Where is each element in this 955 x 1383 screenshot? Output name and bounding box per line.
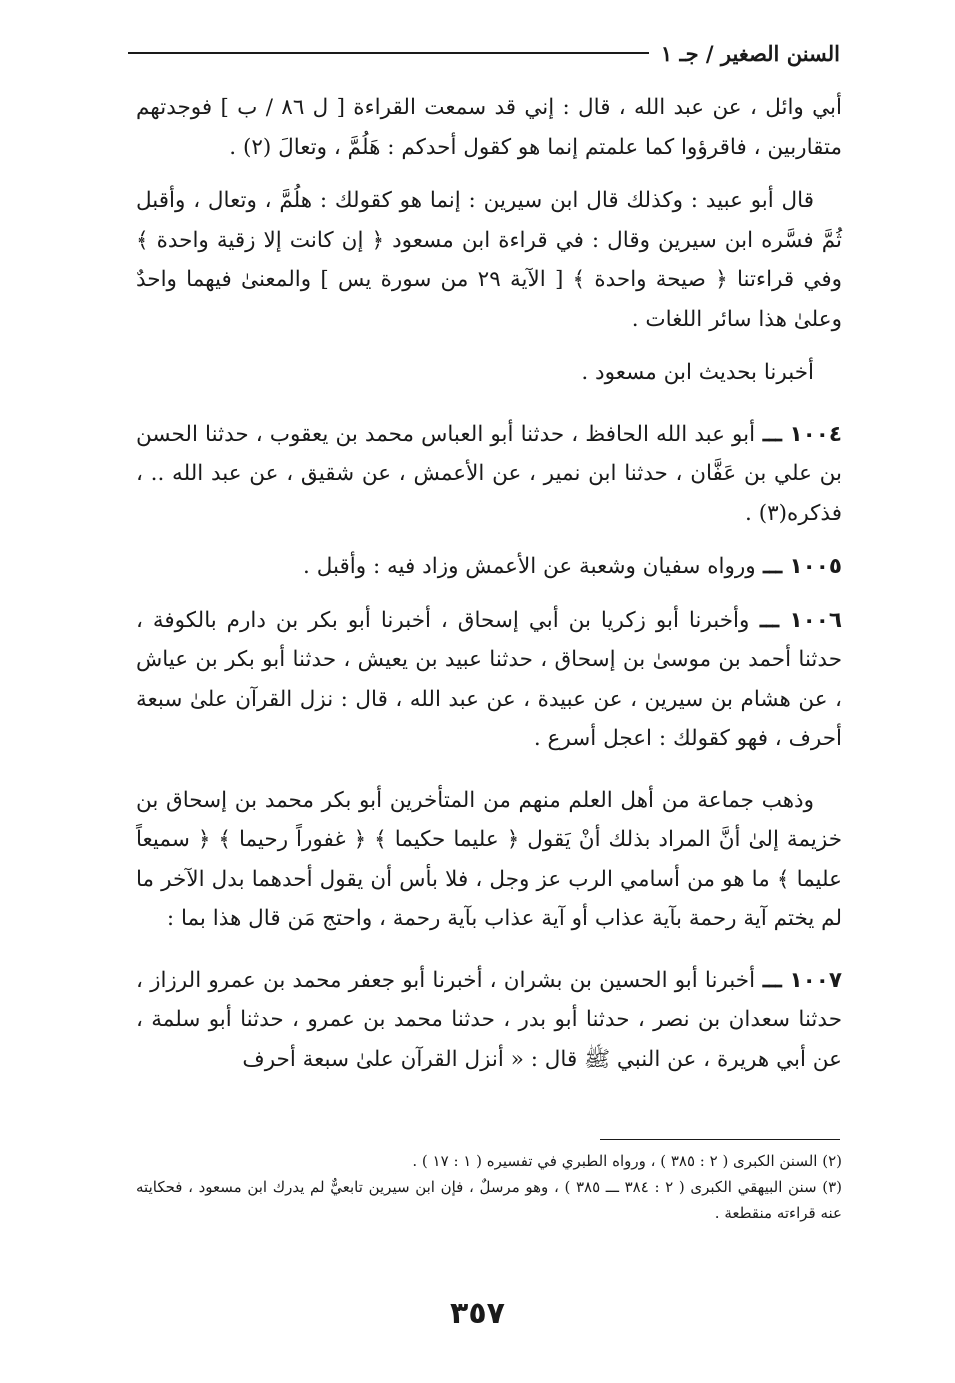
hadith-text: أخبرنا أبو الحسين بن بشران ، أخبرنا أبو جعفر محمد بن عمرو الرزاز ، حدثنا سعدان بن نصر ، حدثنا أبو بدر ، حدثنا محمد بن عمرو ، حدثنا أبو سلمة ، عن أبي هريرة ، عن النبي ﷺ قال : « أنزل القرآن علىٰ سبعة أحرف xyxy=(136,967,842,1072)
footnote-rule xyxy=(600,1139,840,1140)
running-header xyxy=(128,38,840,68)
hadith-number: ١٠٠٥ xyxy=(789,554,842,579)
hadith-1007: ١٠٠٧ ـــ أخبرنا أبو الحسين بن بشران ، أخبرنا أبو جعفر محمد بن عمرو الرزاز ، حدثنا سعدان بن نصر ، حدثنا أبو بدر ، حدثنا محمد بن عمرو ، حدثنا أبو سلمة ، عن أبي هريرة ، عن النبي ﷺ قال : « أنزل القرآن علىٰ سبعة أحرف xyxy=(136,967,843,1072)
hadith-text: أبو عبد الله الحافظ ، حدثنا أبو العباس محمد بن يعقوب ، حدثنا الحسن بن علي بن عَفَّان ، حدثنا ابن نمير ، عن الأعمش ، عن شقيق ، عن عبد الله .. ، فذكره(٣) . xyxy=(136,421,842,526)
hadith-number: ١٠٠٤ xyxy=(789,421,842,447)
paragraph-1: أبي وائل ، عن عبد الله ، قال : إني قد سمعت القراءة [ ل ٨٦ / ب ] فوجدتهم متقاربين ، فاقرؤوا كما علمتم إنما هو كقول أحدكم : هَلُمَّ ، وتعالَ (٢) . xyxy=(136,95,842,160)
paragraph-akhbarana: أخبرنا بحديث ابن مسعود . xyxy=(581,360,814,385)
paragraph-scholars: وذهب جماعة من أهل العلم منهم من المتأخرين أبو بكر محمد بن إسحاق بن خزيمة إلىٰ أنَّ المراد بذلك أنْ يَقول ﴿ عليما حكيما ﴾ ﴿ غفوراً رحيما ﴾ ﴿ سميعاً عليما ﴾ ما هو من أسامي الرب عز وجل ، فلا بأس أن يقول أحدهما بدل الآخر ما لم يختم آية رحمة بآية عذاب أو آية عذاب بآية رحمة ، واحتج مَن قال هذا بما : xyxy=(136,787,842,931)
hadith-number: ١٠٠٦ xyxy=(789,607,842,633)
hadith-number: ١٠٠٧ xyxy=(789,967,843,993)
page-number: ٣٥٧ xyxy=(450,1296,505,1331)
hadith-text: وأخبرنا أبو زكريا بن أبي إسحاق ، أخبرنا أبو بكر بن دارم بالكوفة ، حدثنا أحمد بن موسىٰ بن إسحاق ، حدثنا عبيد بن يعيش ، حدثنا أبو بكر بن عياش ، عن هشام بن سيرين ، عن عبيدة ، عن عبد الله ، قال : نزل القرآن علىٰ سبعة أحرف ، فهو كقولك : اعجل أسرع . xyxy=(136,607,842,751)
hadith-text: ورواه سفيان وشعبة عن الأعمش وزاد فيه : وأقبل . xyxy=(303,554,756,579)
header-rule xyxy=(128,52,649,54)
hadith-1006: ١٠٠٦ ـــ وأخبرنا أبو زكريا بن أبي إسحاق ، أخبرنا أبو بكر بن دارم بالكوفة ، حدثنا أحمد بن موسىٰ بن إسحاق ، حدثنا عبيد بن يعيش ، حدثنا أبو بكر بن عياش ، عن هشام بن سيرين ، عن عبيدة ، عن عبد الله ، قال : نزل القرآن علىٰ سبعة أحرف ، فهو كقولك : اعجل أسرع . xyxy=(136,607,842,751)
paragraph-abu-ubaid: قال أبو عبيد : وكذلك قال ابن سيرين : إنما هو كقولك : هلُمَّ ، وتعال ، وأقبل ثُمَّ فسَّره ابن سيرين وقال : في قراءة ابن مسعود ﴿ إن كانت إلا زقية واحدة ﴾ وفي قراءتنا ﴿ صيحة واحدة ﴾ [ الآية ٢٩ من سورة يس ] والمعنىٰ فيهما واحدٌ وعلىٰ هذا سائر اللغات . xyxy=(136,188,842,332)
running-header-title: السنن الصغير / جـ ١ xyxy=(660,40,840,66)
hadith-1005: ١٠٠٥ ـــ ورواه سفيان وشعبة عن الأعمش وزاد فيه : وأقبل . xyxy=(303,554,842,579)
footnote-3: (٣) سنن البيهقي الكبرى ( ٢ : ٣٨٤ ـــ ٣٨٥ ) ، وهو مرسلٌ ، فإن ابن سيرين تابعيٌّ لم يدرك ابن مسعود ، فحكايته عنه قراءته منقطعة . xyxy=(136,1178,842,1222)
hadith-1004: ١٠٠٤ ـــ أبو عبد الله الحافظ ، حدثنا أبو العباس محمد بن يعقوب ، حدثنا الحسن بن علي بن عَفَّان ، حدثنا ابن نمير ، عن الأعمش ، عن شقيق ، عن عبد الله .. ، فذكره(٣) . xyxy=(136,421,842,526)
footnote-2: (٢) السنن الكبرى ( ٢ : ٣٨٥ ) ، ورواه الطبري في تفسيره ( ١ : ١٧ ) . xyxy=(412,1152,842,1170)
footnotes xyxy=(136,1148,842,1226)
main-text xyxy=(136,88,842,1079)
